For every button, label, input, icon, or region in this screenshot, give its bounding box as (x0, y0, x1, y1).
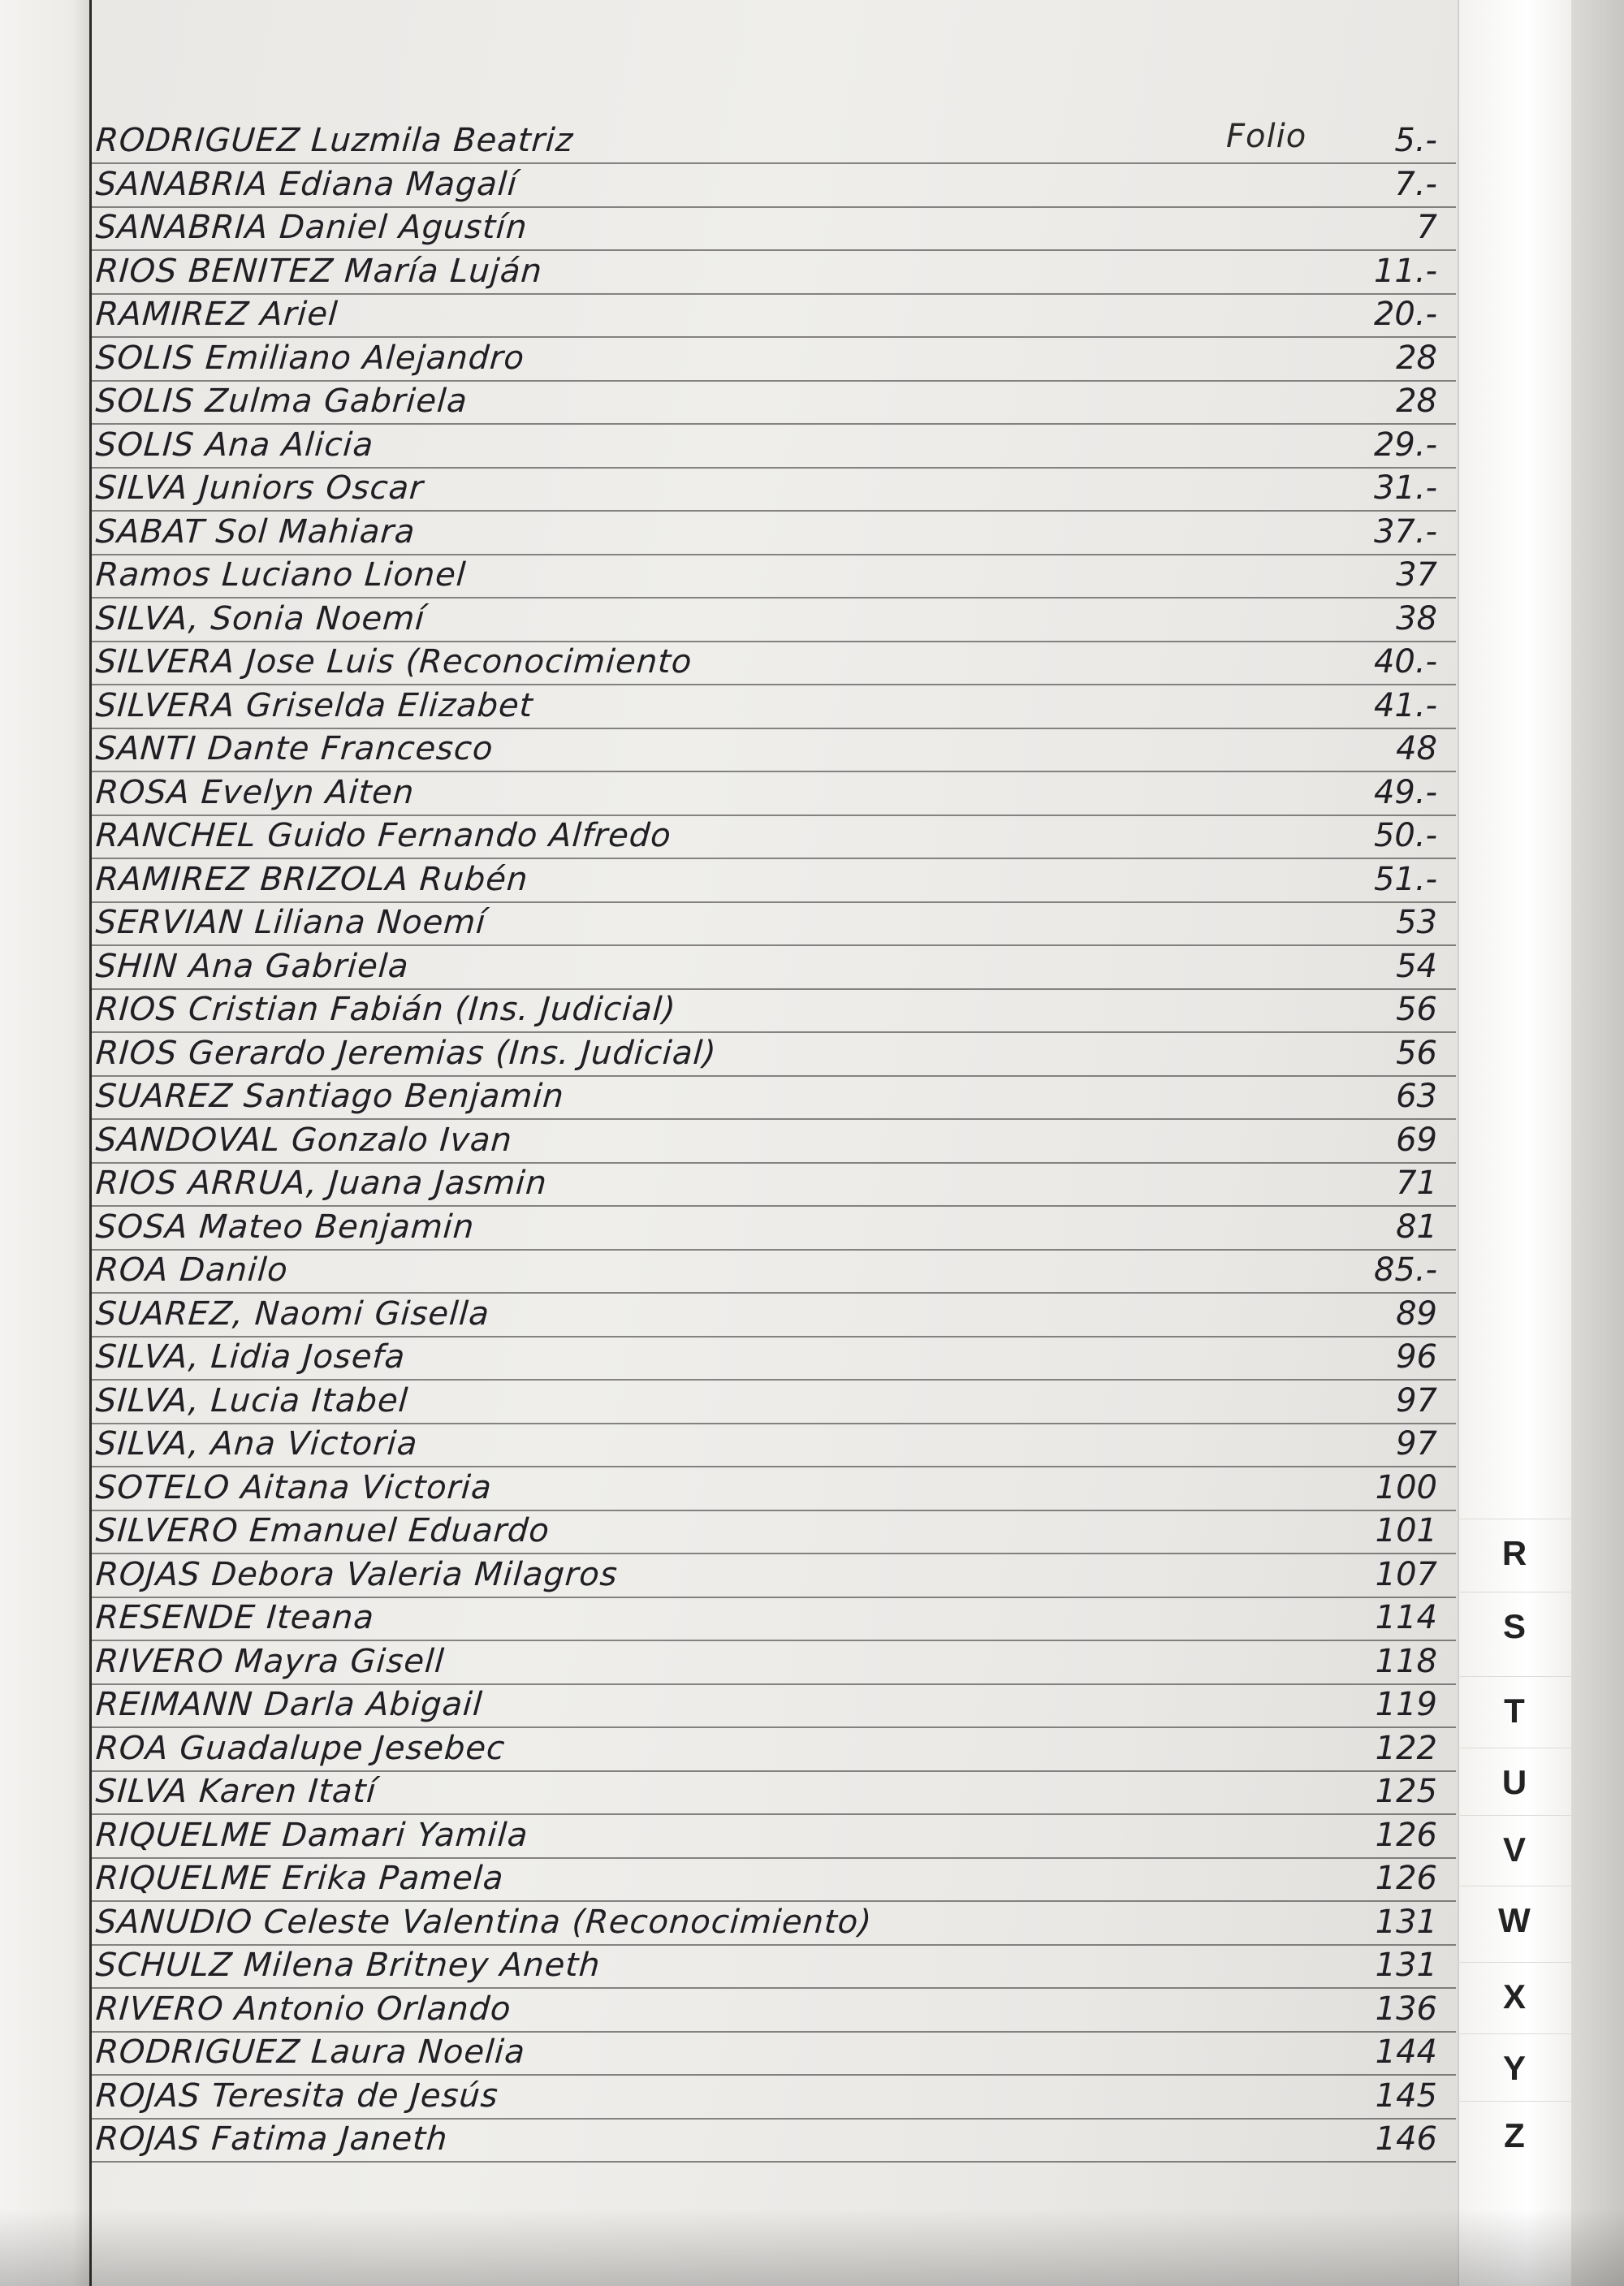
entry-name: SANTI Dante Francesco (94, 730, 495, 767)
list-item (0, 1553, 1462, 1597)
entry-folio: 97 (1396, 1425, 1437, 1463)
list-item (0, 1640, 1462, 1683)
list-item (0, 1943, 1462, 1987)
list-item (0, 119, 1462, 162)
index-tab-y[interactable]: Y (1502, 2049, 1526, 2087)
entry-folio: 125 (1375, 1773, 1437, 1810)
entry-folio: 101 (1375, 1512, 1437, 1549)
entry-name: ROA Guadalupe Jesebec (94, 1729, 507, 1767)
entry-name: SILVA Karen Itatí (94, 1773, 378, 1810)
list-item (0, 1856, 1462, 1900)
entry-folio: 28 (1396, 382, 1437, 420)
entry-name: ROJAS Fatima Janeth (94, 2120, 449, 2158)
list-item (0, 1987, 1462, 2031)
entry-name: RIVERO Antonio Orlando (94, 1990, 513, 2028)
entry-name: SILVERA Jose Luis (Reconocimiento (94, 643, 694, 681)
entry-folio: 144 (1375, 2033, 1437, 2071)
entry-folio: 85.- (1373, 1251, 1437, 1289)
index-tab-x[interactable]: X (1502, 1977, 1526, 2016)
entry-folio: 38 (1396, 599, 1437, 637)
entry-name: SUAREZ, Naomi Gisella (94, 1294, 491, 1333)
list-item (0, 901, 1462, 944)
entry-folio: 100 (1375, 1468, 1437, 1506)
entry-folio: 96 (1396, 1338, 1437, 1376)
entry-name: SOLIS Zulma Gabriela (94, 382, 469, 420)
index-tab-divider (1458, 1815, 1571, 1816)
entry-name: RAMIREZ Ariel (94, 296, 339, 333)
entry-name: SANABRIA Daniel Agustín (94, 209, 529, 246)
list-item (0, 1900, 1462, 1944)
entry-name: ROA Danilo (94, 1251, 290, 1289)
list-item (0, 1422, 1462, 1466)
entry-folio: 56 (1396, 991, 1437, 1028)
index-tab-divider (1458, 2033, 1571, 2034)
page-bottom-shadow (0, 2209, 1624, 2286)
list-item (0, 1248, 1462, 1292)
list-item (0, 553, 1462, 597)
entry-name: SILVA, Lidia Josefa (94, 1338, 407, 1376)
list-item (0, 1596, 1462, 1640)
entry-folio: 37 (1396, 556, 1437, 594)
list-item (0, 379, 1462, 423)
list-item (0, 1118, 1462, 1162)
list-item (0, 2030, 1462, 2074)
entry-name: SCHULZ Milena Britney Aneth (94, 1947, 603, 1984)
entry-folio: 56 (1396, 1034, 1437, 1072)
entry-name: SERVIAN Liliana Noemí (94, 904, 488, 941)
list-item (0, 1335, 1462, 1379)
entry-name: SOSA Mateo Benjamin (94, 1208, 476, 1246)
entry-name: SILVA, Lucia Itabel (94, 1381, 410, 1420)
list-item (0, 987, 1462, 1031)
entry-folio: 131 (1375, 1947, 1437, 1984)
entry-name: RIVERO Mayra Gisell (94, 1642, 446, 1680)
entry-name: SILVERA Griselda Elizabet (94, 686, 535, 724)
entry-name: SILVA, Ana Victoria (94, 1425, 419, 1463)
list-item (0, 1379, 1462, 1423)
entry-name: SUAREZ Santiago Benjamin (94, 1078, 566, 1115)
entry-folio: 28 (1396, 339, 1437, 377)
folio-column-label: Folio (1226, 118, 1307, 155)
list-item (0, 814, 1462, 858)
list-item (0, 640, 1462, 684)
entry-name: Ramos Luciano Lionel (94, 556, 468, 594)
entry-folio: 50.- (1373, 817, 1437, 854)
entry-folio: 126 (1375, 1860, 1437, 1897)
entry-folio: 114 (1375, 1599, 1437, 1636)
list-item (0, 162, 1462, 206)
list-item (0, 684, 1462, 728)
entry-name: SOLIS Ana Alicia (94, 426, 375, 464)
list-item (0, 597, 1462, 641)
entry-folio: 53 (1396, 904, 1437, 941)
entry-name: RIQUELME Damari Yamila (94, 1816, 530, 1854)
list-item (0, 1074, 1462, 1118)
entry-name: SANUDIO Celeste Valentina (Reconocimiento) (94, 1903, 874, 1941)
entry-folio: 20.- (1373, 296, 1437, 333)
entry-folio: 51.- (1373, 860, 1437, 898)
list-item (0, 1726, 1462, 1770)
list-item (0, 1683, 1462, 1726)
entry-folio: 49.- (1373, 773, 1437, 811)
list-item (0, 1770, 1462, 1813)
list-item (0, 771, 1462, 815)
entry-name: RIOS BENITEZ María Luján (94, 252, 544, 290)
list-item (0, 423, 1462, 467)
entry-name: RODRIGUEZ Luzmila Beatriz (94, 122, 575, 159)
entry-name: SANABRIA Ediana Magalí (94, 165, 519, 203)
entry-folio: 81 (1396, 1208, 1437, 1246)
list-item (0, 1161, 1462, 1205)
page-edge (1571, 0, 1624, 2286)
entry-folio: 54 (1396, 947, 1437, 985)
list-item (0, 510, 1462, 554)
entry-folio: 63 (1396, 1078, 1437, 1115)
list-item (0, 1292, 1462, 1336)
list-item (0, 336, 1462, 380)
entry-folio: 122 (1375, 1729, 1437, 1767)
entry-name: SILVA, Sonia Noemí (94, 599, 426, 637)
entry-name: REIMANN Darla Abigail (94, 1686, 484, 1723)
entry-name: RANCHEL Guido Fernando Alfredo (94, 817, 673, 854)
entry-folio: 146 (1375, 2120, 1437, 2158)
entry-folio: 7.- (1394, 165, 1437, 203)
list-item (0, 944, 1462, 988)
entry-name: SOTELO Aitana Victoria (94, 1468, 494, 1506)
entry-name: SABAT Sol Mahiara (94, 512, 417, 551)
index-tab-divider (1458, 1676, 1571, 1677)
entry-name: RAMIREZ BRIZOLA Rubén (94, 860, 530, 898)
entry-folio: 71 (1396, 1165, 1437, 1202)
list-item (0, 249, 1462, 293)
entry-folio: 5.- (1394, 122, 1437, 159)
entry-name: RODRIGUEZ Laura Noelia (94, 2033, 527, 2071)
entry-name: RIQUELME Erika Pamela (94, 1860, 506, 1897)
entry-name: RESENDE Iteana (94, 1599, 376, 1636)
index-tab-t[interactable]: T (1504, 1692, 1525, 1730)
ruled-line (92, 2161, 1456, 2163)
index-tab-z[interactable]: Z (1504, 2116, 1525, 2154)
entry-folio: 119 (1375, 1686, 1437, 1723)
list-item (0, 1031, 1462, 1075)
entry-folio: 7 (1416, 209, 1437, 246)
entry-folio: 97 (1396, 1381, 1437, 1420)
entry-folio: 11.- (1373, 252, 1437, 290)
entry-name: SANDOVAL Gonzalo Ivan (94, 1121, 514, 1159)
list-item (0, 1466, 1462, 1510)
entry-folio: 131 (1375, 1903, 1437, 1941)
list-item (0, 727, 1462, 771)
entry-folio: 89 (1396, 1294, 1437, 1333)
entry-folio: 145 (1375, 2076, 1437, 2115)
index-tab-divider (1458, 1962, 1571, 1963)
entry-folio: 29.- (1373, 426, 1437, 464)
index-tab-r[interactable]: R (1501, 1534, 1527, 1572)
entry-folio: 40.- (1373, 643, 1437, 681)
list-item (0, 466, 1462, 510)
entry-name: RIOS Gerardo Jeremias (Ins. Judicial) (94, 1034, 718, 1072)
list-item (0, 1813, 1462, 1857)
entry-folio: 118 (1375, 1642, 1437, 1680)
list-item (0, 2074, 1462, 2118)
entry-folio: 37.- (1373, 512, 1437, 551)
entry-folio: 48 (1396, 730, 1437, 767)
entry-name: SILVA Juniors Oscar (94, 469, 425, 507)
entry-folio: 126 (1375, 1816, 1437, 1854)
entry-name: RIOS ARRUA, Juana Jasmin (94, 1165, 549, 1202)
entry-name: SOLIS Emiliano Alejandro (94, 339, 526, 377)
entry-name: RIOS Cristian Fabián (Ins. Judicial) (94, 991, 678, 1028)
entry-name: ROJAS Debora Valeria Milagros (94, 1555, 620, 1593)
entry-folio: 107 (1375, 1555, 1437, 1593)
index-tab-s[interactable]: S (1502, 1607, 1526, 1645)
index-tab-u[interactable]: U (1501, 1763, 1527, 1801)
list-item (0, 2117, 1462, 2161)
list-item (0, 1509, 1462, 1553)
list-item (0, 1205, 1462, 1249)
entry-folio: 69 (1396, 1121, 1437, 1159)
entry-name: SILVERO Emanuel Eduardo (94, 1512, 551, 1549)
index-tab-w[interactable]: W (1498, 1901, 1531, 1939)
list-item (0, 292, 1462, 336)
entry-name: SHIN Ana Gabriela (94, 947, 411, 985)
entry-name: ROSA Evelyn Aiten (94, 773, 416, 811)
index-tab-divider (1458, 2101, 1571, 2102)
entry-name: ROJAS Teresita de Jesús (94, 2076, 500, 2115)
entry-folio: 31.- (1373, 469, 1437, 507)
entry-folio: 136 (1375, 1990, 1437, 2028)
index-tab-v[interactable]: V (1502, 1830, 1526, 1869)
entry-folio: 41.- (1373, 686, 1437, 724)
list-item (0, 858, 1462, 901)
list-item (0, 205, 1462, 249)
